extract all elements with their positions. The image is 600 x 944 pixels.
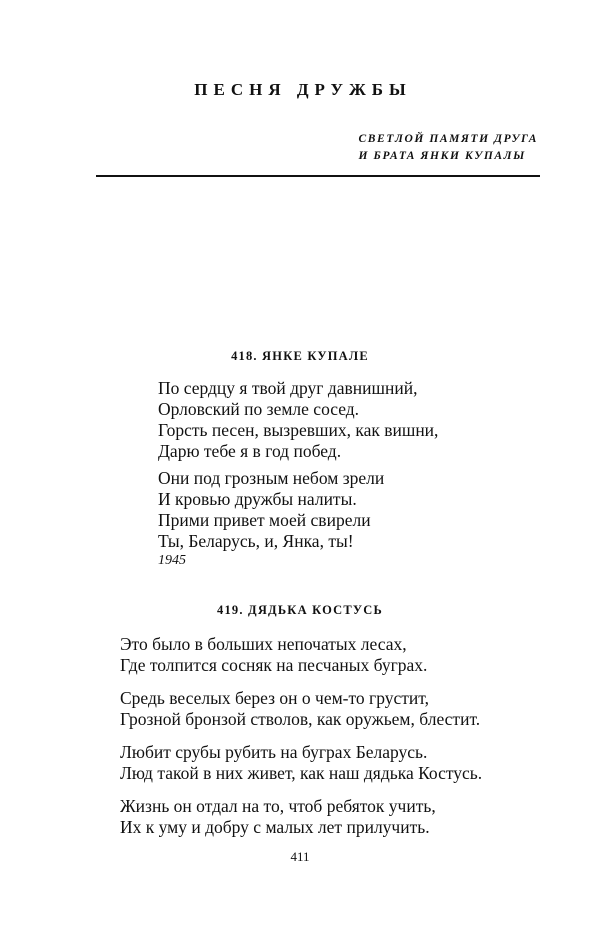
poem-419-stanza-4 <box>120 796 436 838</box>
verse-line: Прими привет моей свирели <box>158 510 371 530</box>
poem-419-stanza-3 <box>120 742 482 784</box>
dedication <box>359 131 538 165</box>
poem-419-stanza-1 <box>120 634 427 676</box>
verse-line: Любит срубы рубить на буграх Беларусь. <box>120 742 428 762</box>
section-divider <box>96 175 540 177</box>
verse-line: И кровью дружбы налиты. <box>158 489 357 509</box>
verse-line: Они под грозным небом зрели <box>158 468 385 488</box>
verse-line: Их к уму и добру с малых лет прилучить. <box>120 817 430 837</box>
verse-line: Где толпится сосняк на песчаных буграх. <box>120 655 428 675</box>
verse-line: Люд такой в них живет, как наш дядька Костусь. <box>120 763 483 783</box>
verse-line: Ты, Беларусь, и, Янка, ты! <box>158 531 354 551</box>
verse-line: По сердцу я твой друг давнишний, <box>158 378 418 398</box>
poem-419-heading: 419. ДЯДЬКА КОСТУСЬ <box>217 603 383 617</box>
verse-line: Орловский по земле сосед. <box>158 399 360 419</box>
verse-line: Это было в больших непочатых лесах, <box>120 634 407 654</box>
poem-418-heading: 418. ЯНКЕ КУПАЛЕ <box>231 349 369 363</box>
verse-line: Жизнь он отдал на то, чтоб ребяток учить, <box>120 796 436 816</box>
dedication-line: СВЕТЛОЙ ПАМЯТИ ДРУГА <box>358 133 538 145</box>
dedication-line: И БРАТА ЯНКИ КУПАЛЫ <box>358 150 526 162</box>
poem-418-stanza-2 <box>158 468 384 552</box>
poem-418-stanza-1 <box>158 378 438 462</box>
verse-line: Горсть песен, вызревших, как вишни, <box>158 420 439 440</box>
poem-418-year: 1945 <box>158 553 186 568</box>
section-title: ПЕСНЯ ДРУЖБЫ <box>194 80 412 99</box>
page-number: 411 <box>290 849 310 864</box>
verse-line: Грозной бронзой стволов, как оружьем, блестит. <box>120 709 481 729</box>
verse-line: Средь веселых берез он о чем-то грустит, <box>120 688 429 708</box>
verse-line: Дарю тебе я в год побед. <box>158 441 342 461</box>
poem-419-stanza-2 <box>120 688 480 730</box>
